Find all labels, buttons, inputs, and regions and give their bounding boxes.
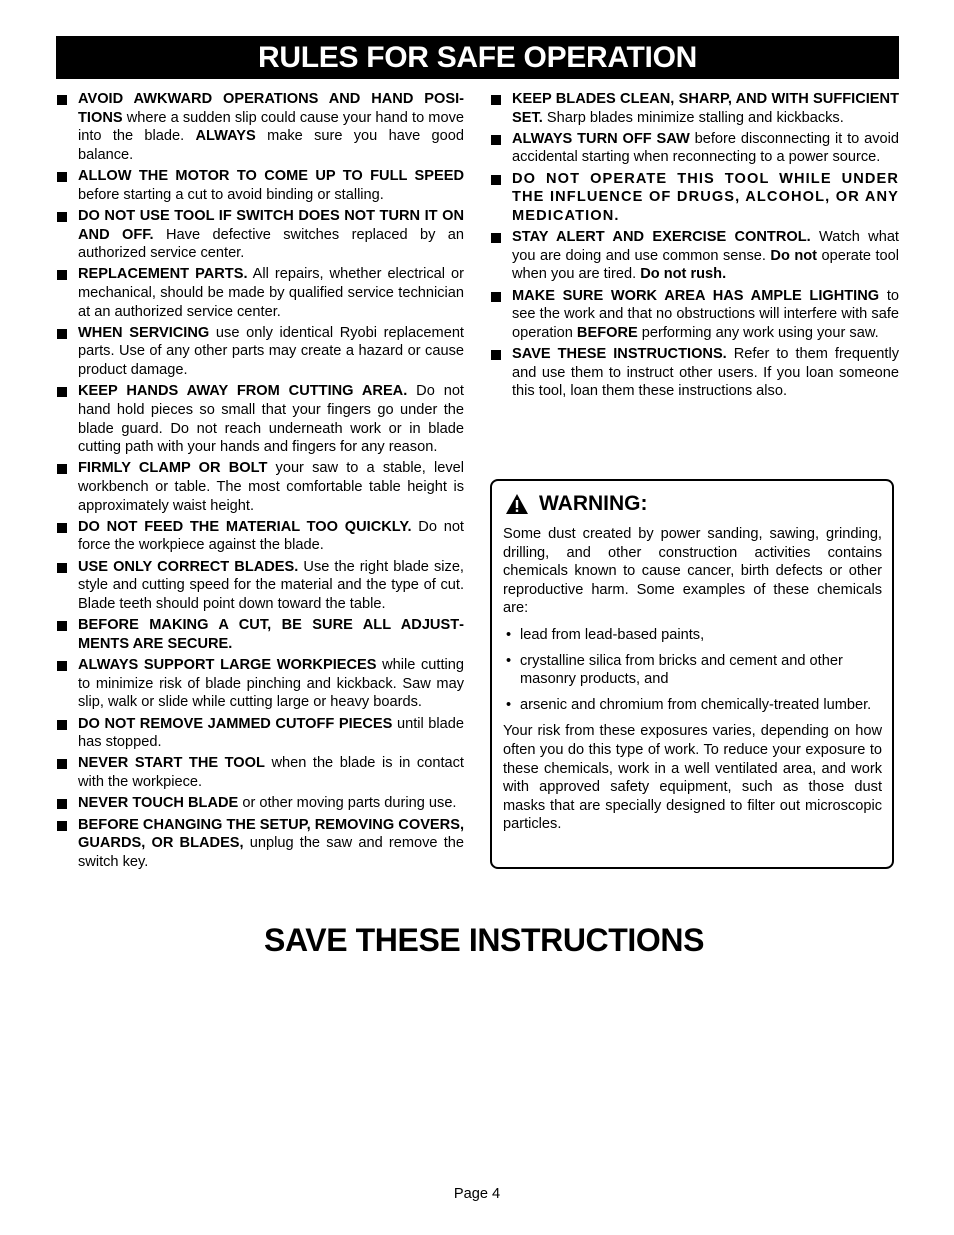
warning-intro: Some dust created by power sanding, sawing, grinding, drilling, and other construction activities contains chemicals known to cause cancer, birth defects or other reproductive harm. Some examples of these chemicals are:	[503, 526, 882, 617]
square-bullet-icon	[491, 95, 501, 105]
square-bullet-icon	[57, 799, 67, 809]
square-bullet-icon	[491, 233, 501, 243]
square-bullet-icon	[57, 720, 67, 730]
page-number: Page 4	[453, 1186, 501, 1202]
list-item: ALLOW THE MOTOR TO COME UP TO FULL SPEED before starting a cut to avoid binding or stalling.	[56, 167, 464, 204]
list-item: KEEP HANDS AWAY FROM CUTTING AREA. Do not hand hold pieces so small that your fingers go under the blade guard. Do not reach underneath work or in blade cutting path with your hands and fingers for any reason.	[56, 382, 464, 456]
list-item: ALWAYS SUPPORT LARGE WORKPIECES while cutting to minimize risk of blade pinching and kickback. Saw may slip, walk or slide while cutting large or heavy boards.	[56, 656, 464, 712]
list-item: SAVE THESE INSTRUCTIONS. Refer to them frequently and use them to instruct other users. If you loan someone this tool, loan them these instructions also.	[490, 345, 899, 401]
list-item: KEEP BLADES CLEAN, SHARP, AND WITH SUFFICIENT SET. Sharp blades minimize stalling and kickbacks.	[490, 90, 899, 127]
section-title-banner: RULES FOR SAFE OPERATION	[56, 36, 899, 79]
square-bullet-icon	[491, 175, 501, 185]
list-item: BEFORE MAKING A CUT, BE SURE ALL ADJUSTMENTS ARE SECURE.	[56, 616, 464, 653]
square-bullet-icon	[57, 329, 67, 339]
list-item: NEVER START THE TOOL when the blade is in contact with the workpiece.	[56, 754, 464, 791]
warning-outro: Your risk from these exposures varies, depending on how often you do this type of work. To reduce your exposure to these chemicals, work in a well ventilated area, and work with approved safety equipment, such as those dust masks that are specially designed to filter out microscopic particles.	[503, 723, 882, 833]
list-item: DO NOT OPERATE THIS TOOL WHILE UNDER THE INFLUENCE OF DRUGS, ALCOHOL, OR ANY MEDICATION.	[490, 170, 899, 226]
list-item: • lead from lead-based paints,	[503, 626, 882, 645]
list-item: FIRMLY CLAMP OR BOLT your saw to a stable, level workbench or table. The most comfortable table height is approximately waist height.	[56, 459, 464, 515]
list-item: REPLACEMENT PARTS. All repairs, whether electrical or mechanical, should be made by qualified service technician at an authorized service center.	[56, 265, 464, 321]
square-bullet-icon	[57, 212, 67, 222]
square-bullet-icon	[57, 95, 67, 105]
warning-triangle-icon	[505, 493, 529, 515]
list-item: • arsenic and chromium from chemically-treated lumber.	[503, 696, 882, 715]
warning-box	[490, 479, 894, 869]
left-column	[56, 90, 464, 874]
square-bullet-icon	[491, 135, 501, 145]
square-bullet-icon	[57, 563, 67, 573]
warning-header	[505, 493, 882, 515]
list-item: NEVER TOUCH BLADE or other moving parts during use.	[56, 794, 464, 813]
list-item: MAKE SURE WORK AREA HAS AMPLE LIGHTING to see the work and that no obstructions will interfere with safe operation BEFORE performing any work using your saw.	[490, 287, 899, 343]
list-item: USE ONLY CORRECT BLADES. Use the right blade size, style and cutting speed for the material and the type of cut. Blade teeth should point down toward the table.	[56, 558, 464, 614]
list-item: BEFORE CHANGING THE SETUP, REMOVING COVERS, GUARDS, OR BLADES, unplug the saw and remove the switch key.	[56, 816, 464, 872]
square-bullet-icon	[57, 821, 67, 831]
list-item: WHEN SERVICING use only identical Ryobi replacement parts. Use of any other parts may create a hazard or cause product damage.	[56, 324, 464, 380]
warning-title: WARNING:	[539, 491, 648, 515]
square-bullet-icon	[57, 621, 67, 631]
square-bullet-icon	[57, 523, 67, 533]
square-bullet-icon	[57, 661, 67, 671]
list-item: DO NOT FEED THE MATERIAL TOO QUICKLY. Do not force the workpiece against the blade.	[56, 518, 464, 555]
square-bullet-icon	[491, 350, 501, 360]
list-item: • crystalline silica from bricks and cement and other masonry products, and	[503, 652, 882, 689]
list-item: ALWAYS TURN OFF SAW before disconnecting it to avoid accidental starting when reconnecting to a power source.	[490, 130, 899, 167]
square-bullet-icon	[491, 292, 501, 302]
save-instructions-heading: SAVE THESE INSTRUCTIONS	[264, 922, 705, 958]
square-bullet-icon	[57, 464, 67, 474]
chemical-list	[503, 626, 882, 714]
square-bullet-icon	[57, 759, 67, 769]
right-column	[490, 90, 899, 404]
list-item: AVOID AWKWARD OPERATIONS AND HAND POSITIONS where a sudden slip could cause your hand to move into the blade. ALWAYS make sure you have good balance.	[56, 90, 464, 164]
square-bullet-icon	[57, 270, 67, 280]
list-item: DO NOT USE TOOL IF SWITCH DOES NOT TURN IT ON AND OFF. Have defective switches replaced by an authorized service center.	[56, 207, 464, 263]
list-item: DO NOT REMOVE JAMMED CUTOFF PIECES until blade has stopped.	[56, 715, 464, 752]
square-bullet-icon	[57, 172, 67, 182]
list-item: STAY ALERT AND EXERCISE CONTROL. Watch what you are doing and use common sense. Do not operate tool when you are tired. Do not rush.	[490, 228, 899, 284]
square-bullet-icon	[57, 387, 67, 397]
